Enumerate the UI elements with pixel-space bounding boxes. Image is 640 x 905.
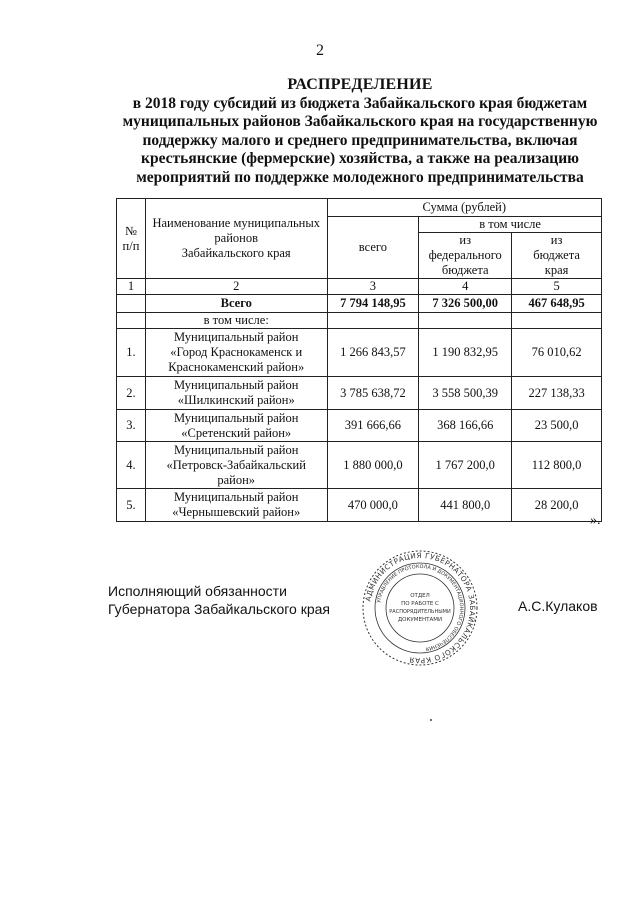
scan-speck — [430, 719, 432, 721]
row-total: 3 785 638,72 — [327, 377, 419, 410]
column-numbers-row — [117, 279, 602, 295]
stamp-inner-text: УПРАВЛЕНИЕ ПРОТОКОЛА И ДОКУМЕНТАЦИОННОГО ОБЕСПЕЧЕНИЯ — [376, 563, 465, 652]
header-name: Наименование муниципальных районов Забайкальского края — [145, 199, 327, 279]
total-federal: 7 326 500,00 — [419, 295, 512, 313]
subheader-row — [117, 313, 602, 329]
total-sum: 7 794 148,95 — [327, 295, 419, 313]
signer-position: Губернатора Забайкальского края — [108, 601, 330, 617]
subheader-label: в том числе: — [145, 313, 327, 329]
header-including: в том числе — [419, 217, 602, 233]
stamp-outer-text: АДМИНИСТРАЦИЯ ГУБЕРНАТОРА ЗАБАЙКАЛЬСКОГО КРАЯ — [363, 550, 478, 666]
document-title — [100, 76, 620, 187]
row-regional: 227 138,33 — [512, 377, 602, 410]
total-regional: 467 648,95 — [512, 295, 602, 313]
table-row — [117, 410, 602, 442]
total-label: Всего — [145, 295, 327, 313]
row-total: 391 666,66 — [327, 410, 419, 442]
header-total: всего — [327, 217, 419, 279]
page-number: 2 — [316, 42, 324, 59]
stamp-center-line: ОТДЕЛ — [410, 593, 430, 599]
table-row — [117, 377, 602, 410]
col-number: 5 — [512, 279, 602, 295]
row-name: Муниципальный район «Чернышевский район» — [145, 489, 327, 522]
allocation-table — [116, 198, 602, 522]
col-number: 1 — [117, 279, 146, 295]
col-number: 3 — [327, 279, 419, 295]
table-row — [117, 442, 602, 489]
row-num: 4. — [117, 442, 146, 489]
row-regional: 28 200,0 — [512, 489, 602, 522]
header-num: № п/п — [117, 199, 146, 279]
signer-name: А.С.Кулаков — [518, 598, 598, 614]
row-name: Муниципальный район «Город Краснокаменск и Краснокаменский район» — [145, 329, 327, 377]
title-line: мероприятий по поддержке молодежного предпринимательства — [136, 168, 584, 186]
title-heading: РАСПРЕДЕЛЕНИЕ — [287, 76, 433, 93]
closing-quote: ». — [590, 513, 601, 528]
total-num — [117, 295, 146, 313]
row-federal: 441 800,0 — [419, 489, 512, 522]
row-regional: 76 010,62 — [512, 329, 602, 377]
title-line: поддержку малого и среднего предпринимательства, включая — [142, 131, 578, 149]
header-regional: из бюджета края — [512, 233, 602, 279]
row-name: Муниципальный район «Шилкинский район» — [145, 377, 327, 410]
row-num: 1. — [117, 329, 146, 377]
signer-position: Исполняющий обязанности — [108, 583, 287, 599]
official-stamp — [360, 548, 480, 668]
row-num: 2. — [117, 377, 146, 410]
header-federal: из федерального бюджета — [419, 233, 512, 279]
row-regional: 23 500,0 — [512, 410, 602, 442]
row-total: 1 880 000,0 — [327, 442, 419, 489]
stamp-center-line: ДОКУМЕНТАМИ — [397, 617, 443, 623]
signature-block — [108, 582, 330, 618]
row-name: Муниципальный район «Петровск-Забайкальский район» — [145, 442, 327, 489]
row-num: 5. — [117, 489, 146, 522]
row-total: 470 000,0 — [327, 489, 419, 522]
stamp-center-line: ПО РАБОТЕ С — [401, 601, 439, 607]
title-line: муниципальных районов Забайкальского края на государственную — [122, 113, 598, 130]
header-sum: Сумма (рублей) — [327, 199, 601, 217]
table-row — [117, 329, 602, 377]
total-row — [117, 295, 602, 313]
col-number: 2 — [145, 279, 327, 295]
row-name: Муниципальный район «Сретенский район» — [145, 410, 327, 442]
stamp-middle-circle — [375, 563, 465, 653]
stamp-inner-circle — [386, 574, 454, 642]
row-total: 1 266 843,57 — [327, 329, 419, 377]
title-line: крестьянские (фермерские) хозяйства, а также на реализацию — [141, 150, 579, 167]
table-row — [117, 489, 602, 522]
title-line: в 2018 году субсидий из бюджета Забайкальского края бюджетам — [132, 94, 588, 112]
row-federal: 368 166,66 — [419, 410, 512, 442]
row-federal: 1 190 832,95 — [419, 329, 512, 377]
stamp-center-line: РАСПОРЯДИТЕЛЬНЫМИ — [389, 609, 451, 615]
col-number: 4 — [419, 279, 512, 295]
row-regional: 112 800,0 — [512, 442, 602, 489]
row-federal: 1 767 200,0 — [419, 442, 512, 489]
row-num: 3. — [117, 410, 146, 442]
row-federal: 3 558 500,39 — [419, 377, 512, 410]
